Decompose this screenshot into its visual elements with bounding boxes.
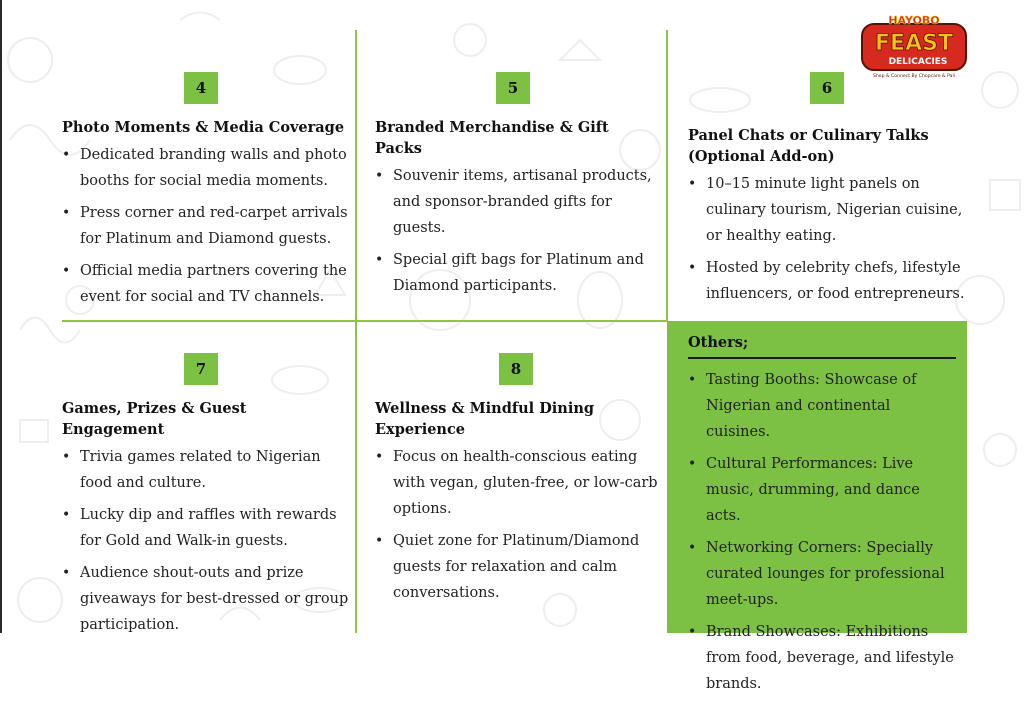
- section-others: [688, 333, 956, 703]
- list-item: • Official media partners covering the event for social and TV channels.: [62, 258, 352, 310]
- list-item: • Focus on health-conscious eating with vegan, gluten-free, or low-carb options.: [375, 444, 663, 522]
- grid-line-horizontal: [62, 320, 668, 322]
- list-item: • Brand Showcases: Exhibitions from food, beverage, and lifestyle brands.: [688, 619, 956, 697]
- bullet-list: [62, 444, 352, 638]
- section-title: Photo Moments & Media Coverage: [62, 119, 345, 136]
- list-item: • Press corner and red-carpet arrivals for Platinum and Diamond guests.: [62, 200, 352, 252]
- hayobo-feast-logo: [858, 10, 970, 82]
- bullet-list: [62, 142, 352, 310]
- section-panel-chats: [688, 125, 973, 313]
- list-item: • 10–15 minute light panels on culinary tourism, Nigerian cuisine, or healthy eating.: [688, 171, 973, 249]
- list-item: • Tasting Booths: Showcase of Nigerian and continental cuisines.: [688, 367, 956, 445]
- section-branded-merchandise: [375, 117, 660, 305]
- section-photo-moments: [62, 117, 352, 316]
- section-number-badge: 4: [184, 72, 218, 104]
- section-title: Branded Merchandise & Gift Packs: [375, 119, 609, 157]
- grid-line-vertical-1: [355, 30, 357, 633]
- list-item: • Lucky dip and raffles with rewards for Gold and Walk-in guests.: [62, 502, 352, 554]
- list-item: • Networking Corners: Specially curated lounges for professional meet-ups.: [688, 535, 956, 613]
- others-title: Others;: [688, 333, 956, 359]
- bullet-list: [375, 444, 663, 606]
- list-item: • Special gift bags for Platinum and Diamond participants.: [375, 247, 660, 299]
- section-number-badge: 8: [499, 353, 533, 385]
- list-item: • Souvenir items, artisanal products, and sponsor-branded gifts for guests.: [375, 163, 660, 241]
- list-item: • Dedicated branding walls and photo booths for social media moments.: [62, 142, 352, 194]
- list-item: • Trivia games related to Nigerian food and culture.: [62, 444, 352, 496]
- section-title: Wellness & Mindful Dining Experience: [375, 400, 595, 438]
- section-games-prizes: [62, 398, 352, 644]
- list-item: • Hosted by celebrity chefs, lifestyle influencers, or food entrepreneurs.: [688, 255, 973, 307]
- bullet-list: [688, 367, 956, 697]
- list-item: • Cultural Performances: Live music, drumming, and dance acts.: [688, 451, 956, 529]
- section-title: Panel Chats or Culinary Talks (Optional Add-on): [688, 127, 929, 165]
- bullet-list: [375, 163, 660, 299]
- grid-line-vertical-2: [666, 30, 668, 321]
- list-item: • Audience shout-outs and prize giveaways for best-dressed or group participation.: [62, 560, 352, 638]
- list-item: • Quiet zone for Platinum/Diamond guests for relaxation and calm conversations.: [375, 528, 663, 606]
- section-wellness-dining: [375, 398, 663, 612]
- section-title: Games, Prizes & Guest Engagement: [62, 400, 247, 438]
- svg-text:Shop & Connect By Chopcare & P: Shop & Connect By Chopcare & Pali: [872, 74, 956, 79]
- section-number-badge: 7: [184, 353, 218, 385]
- section-number-badge: 5: [496, 72, 530, 104]
- section-number-badge: 6: [810, 72, 844, 104]
- svg-text:FEAST: FEAST: [875, 31, 953, 56]
- svg-text:DELICACIES: DELICACIES: [888, 57, 948, 67]
- bullet-list: [688, 171, 973, 307]
- svg-text:HAYOBO: HAYOBO: [888, 14, 940, 27]
